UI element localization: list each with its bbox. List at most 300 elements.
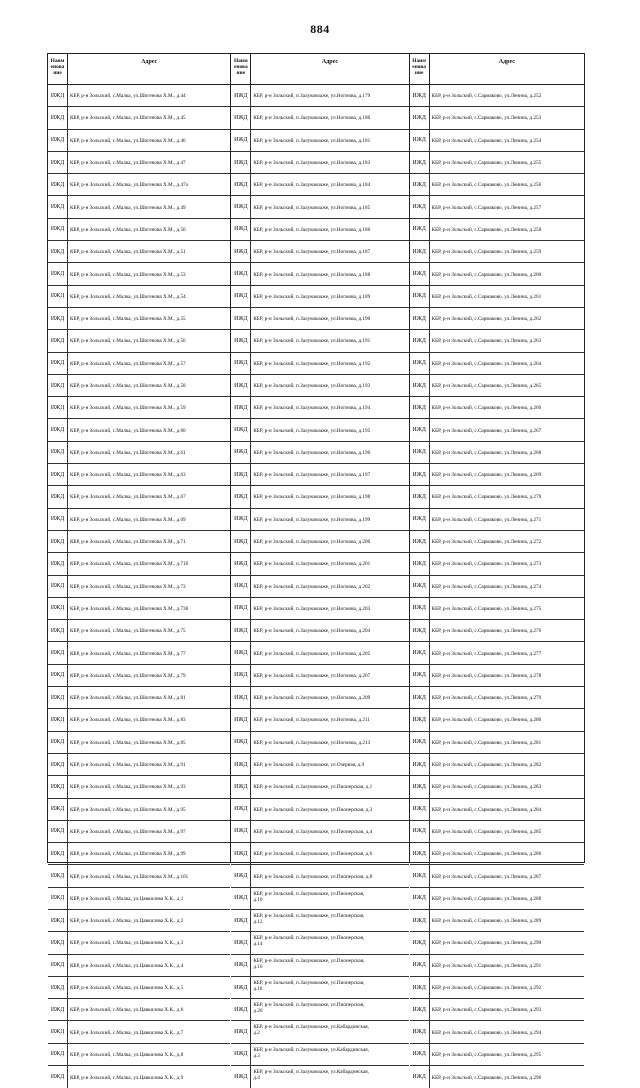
table-row xyxy=(231,419,408,441)
table-row xyxy=(48,219,230,241)
table-row xyxy=(231,1066,408,1088)
address-cell: КБР, р-н Зольский, с.Малка, ул.Цавкилова Х.К., д.7 xyxy=(70,1029,184,1036)
table-row xyxy=(231,687,408,709)
address-cell: КБР, р-н Зольский, с.Малка, ул.Шогенова Х.М., д.93 xyxy=(70,784,186,791)
table-row xyxy=(231,219,408,241)
table-row xyxy=(410,576,584,598)
address-cell: КБР, р-н Зольский, с.Сармаково, ул.Ленина, д.285 xyxy=(431,828,542,835)
address-cell: КБР, р-н Зольский, с.Малка, ул.Цавкилова Х.К., д.2 xyxy=(70,918,184,925)
table-row xyxy=(48,932,230,954)
address-cell: КБР, р-н Зольский, с.Малка, ул.Шогенова Х.М., д.79 xyxy=(70,672,186,679)
address-cell: КБР, р-н Зольский, п.Залукокоаже, ул.Ногмова, д.183 xyxy=(253,160,371,167)
object-type-cell: ИЖД xyxy=(48,107,68,128)
object-type-cell: ИЖД xyxy=(48,888,68,909)
object-type-cell: ИЖД xyxy=(231,486,251,507)
object-type-cell: ИЖД xyxy=(48,152,68,173)
address-cell: КБР, р-н Зольский, с.Малка, ул.Шогенова Х.М., д.73б xyxy=(70,605,189,612)
table-row xyxy=(48,330,230,352)
table-row xyxy=(410,85,584,107)
table-row xyxy=(231,152,408,174)
table-row xyxy=(231,955,408,977)
table-row xyxy=(231,910,408,932)
table-row xyxy=(48,732,230,754)
table-row xyxy=(410,1044,584,1066)
object-type-cell: ИЖД xyxy=(410,843,430,864)
address-cell: КБР, р-н Зольский, с.Сармаково, ул.Ленина, д.258 xyxy=(431,226,542,233)
address-cell: КБР, р-н Зольский, с.Малка, ул.Шогенова Х.М., д.54 xyxy=(70,293,186,300)
object-type-cell: ИЖД xyxy=(410,107,430,128)
table-row xyxy=(231,442,408,464)
object-type-cell: ИЖД xyxy=(410,263,430,284)
table-column-3 xyxy=(410,54,584,1081)
address-cell: КБР, р-н Зольский, п.Залукокоаже, ул.Пионерская, д.12 xyxy=(253,912,365,925)
address-cell: КБР, р-н Зольский, п.Залукокоаже, ул.Ногмова, д.195 xyxy=(253,427,371,434)
address-cell: КБР, р-н Зольский, с.Малка, ул.Цавкилова Х.К., д.8 xyxy=(70,1051,184,1058)
table-row xyxy=(48,598,230,620)
header-address-label: Адрес xyxy=(498,59,515,65)
table-row xyxy=(48,196,230,218)
table-row xyxy=(48,821,230,843)
table-row xyxy=(410,754,584,776)
address-cell: КБР, р-н Зольский, с.Малка, ул.Цавкилова Х.К., д.4 xyxy=(70,962,184,969)
table-row xyxy=(410,263,584,285)
object-type-cell: ИЖД xyxy=(231,330,251,351)
object-type-cell: ИЖД xyxy=(410,330,430,351)
address-cell: КБР, р-н Зольский, с.Малка, ул.Цавкилова Х.К., д.1 xyxy=(70,895,184,902)
object-type-cell: ИЖД xyxy=(231,553,251,574)
table-row xyxy=(231,263,408,285)
address-cell: КБР, р-н Зольский, с.Сармаково, ул.Ленина, д.277 xyxy=(431,650,542,657)
table-row xyxy=(48,1044,230,1066)
table-row xyxy=(410,598,584,620)
object-type-cell: ИЖД xyxy=(231,308,251,329)
table-row xyxy=(231,330,408,352)
table-row xyxy=(410,442,584,464)
object-type-cell: ИЖД xyxy=(231,910,251,931)
object-type-cell: ИЖД xyxy=(231,709,251,730)
table-row xyxy=(410,888,584,910)
page-number: 884 xyxy=(310,22,330,36)
object-type-cell: ИЖД xyxy=(410,509,430,530)
address-cell: КБР, р-н Зольский, п.Залукокоаже, ул.Ногмова, д.209 xyxy=(253,695,371,702)
address-cell: КБР, р-н Зольский, п.Залукокоаже, ул.Пионерская, д.1 xyxy=(253,784,373,791)
table-row xyxy=(410,687,584,709)
table-row xyxy=(231,241,408,263)
table-rows xyxy=(48,85,230,1088)
address-cell: КБР, р-н Зольский, п.Залукокоаже, ул.Ногмова, д.207 xyxy=(253,672,371,679)
address-cell: КБР, р-н Зольский, с.Сармаково, ул.Ленина, д.265 xyxy=(431,383,542,389)
table-row xyxy=(231,1021,408,1043)
table-row xyxy=(231,308,408,330)
address-cell: КБР, р-н Зольский, с.Малка, ул.Шогенова Х.М., д.77 xyxy=(70,650,186,657)
object-type-cell: ИЖД xyxy=(231,999,251,1020)
address-cell: КБР, р-н Зольский, с.Сармаково, ул.Ленина, д.276 xyxy=(431,628,542,635)
table-row xyxy=(410,397,584,419)
table-row xyxy=(48,642,230,664)
table-row xyxy=(48,754,230,776)
table-column-1 xyxy=(48,54,231,1081)
address-cell: КБР, р-н Зольский, с.Сармаково, ул.Ленина, д.259 xyxy=(431,249,542,256)
address-cell: КБР, р-н Зольский, п.Залукокоаже, ул.Пионерская, д.16 xyxy=(253,957,365,970)
address-cell: КБР, р-н Зольский, с.Сармаково, ул.Ленина, д.291 xyxy=(431,962,542,969)
table-row xyxy=(48,353,230,375)
object-type-cell: ИЖД xyxy=(48,286,68,307)
object-type-cell: ИЖД xyxy=(48,665,68,686)
address-cell: КБР, р-н Зольский, п.Залукокоаже, ул.Пионерская, д.8 xyxy=(253,873,373,880)
address-cell: КБР, р-н Зольский, с.Сармаково, ул.Ленина, д.257 xyxy=(431,204,542,211)
address-cell: КБР, р-н Зольский, с.Малка, ул.Шогенова Х.М., д.101 xyxy=(70,873,189,880)
object-type-cell: ИЖД xyxy=(410,1044,430,1065)
table-row xyxy=(410,152,584,174)
object-type-cell: ИЖД xyxy=(231,576,251,597)
address-cell: КБР, р-н Зольский, п.Залукокоаже, ул.Ногмова, д.184 xyxy=(253,182,371,189)
object-type-cell: ИЖД xyxy=(48,308,68,329)
address-cell: КБР, р-н Зольский, п.Залукокоаже, ул.Пионерская, д.20 xyxy=(253,1002,365,1015)
address-cell: КБР, р-н Зольский, с.Сармаково, ул.Ленина, д.272 xyxy=(431,539,542,546)
table-row xyxy=(48,799,230,821)
address-cell: КБР, р-н Зольский, п.Залукокоаже, ул.Ногмова, д.197 xyxy=(253,472,371,479)
object-type-cell: ИЖД xyxy=(410,442,430,463)
object-type-cell: ИЖД xyxy=(231,687,251,708)
address-cell: КБР, р-н Зольский, с.Сармаково, ул.Ленина, д.252 xyxy=(431,93,542,100)
table-row xyxy=(231,709,408,731)
address-cell: КБР, р-н Зольский, с.Малка, ул.Шогенова Х.М., д.59 xyxy=(70,405,186,412)
table-row xyxy=(410,107,584,129)
address-cell: КБР, р-н Зольский, с.Сармаково, ул.Ленина, д.273 xyxy=(431,561,542,568)
table-row xyxy=(48,286,230,308)
table-row xyxy=(410,999,584,1021)
object-type-cell: ИЖД xyxy=(48,865,68,886)
table-rows xyxy=(231,85,408,1088)
table-row xyxy=(231,865,408,887)
table-row xyxy=(48,419,230,441)
address-cell: КБР, р-н Зольский, с.Малка, ул.Цавкилова Х.К., д.3 xyxy=(70,940,184,947)
object-type-cell: ИЖД xyxy=(410,910,430,931)
object-type-cell: ИЖД xyxy=(410,977,430,998)
table-row xyxy=(410,776,584,798)
object-type-cell: ИЖД xyxy=(410,486,430,507)
table-row xyxy=(231,531,408,553)
object-type-cell: ИЖД xyxy=(410,353,430,374)
object-type-cell: ИЖД xyxy=(231,977,251,998)
table-row xyxy=(48,553,230,575)
object-type-cell: ИЖД xyxy=(410,598,430,619)
table-row xyxy=(410,665,584,687)
object-type-cell: ИЖД xyxy=(231,1021,251,1042)
object-type-cell: ИЖД xyxy=(410,776,430,797)
table-row xyxy=(231,174,408,196)
object-type-cell: ИЖД xyxy=(231,642,251,663)
object-type-cell: ИЖД xyxy=(231,353,251,374)
table-row xyxy=(410,620,584,642)
address-cell: КБР, р-н Зольский, с.Сармаково, ул.Ленина, д.292 xyxy=(431,985,542,992)
object-type-cell: ИЖД xyxy=(231,932,251,953)
address-cell: КБР, р-н Зольский, п.Залукокоаже, ул.Пионерская, д.3 xyxy=(253,806,373,813)
table-row xyxy=(48,397,230,419)
address-cell: КБР, р-н Зольский, с.Сармаково, ул.Ленина, д.289 xyxy=(431,918,542,925)
address-cell: КБР, р-н Зольский, с.Сармаково, ул.Ленина, д.261 xyxy=(431,293,542,300)
object-type-cell: ИЖД xyxy=(231,776,251,797)
table-row xyxy=(231,353,408,375)
object-type-cell: ИЖД xyxy=(48,910,68,931)
address-cell: КБР, р-н Зольский, с.Сармаково, ул.Ленина, д.287 xyxy=(431,873,542,880)
object-type-cell: ИЖД xyxy=(410,308,430,329)
table-row xyxy=(48,955,230,977)
object-type-cell: ИЖД xyxy=(410,1066,430,1088)
table-row xyxy=(48,843,230,865)
object-type-cell: ИЖД xyxy=(410,999,430,1020)
address-cell: КБР, р-н Зольский, с.Сармаково, ул.Ленина, д.254 xyxy=(431,137,542,144)
table-row xyxy=(410,353,584,375)
object-type-cell: ИЖД xyxy=(231,464,251,485)
object-type-cell: ИЖД xyxy=(410,419,430,440)
table-row xyxy=(231,642,408,664)
object-type-cell: ИЖД xyxy=(48,196,68,217)
address-cell: КБР, р-н Зольский, с.Сармаково, ул.Ленина, д.270 xyxy=(431,494,542,501)
object-type-cell: ИЖД xyxy=(48,977,68,998)
address-cell: КБР, р-н Зольский, с.Малка, ул.Шогенова Х.М., д.55 xyxy=(70,316,186,323)
object-type-cell: ИЖД xyxy=(410,955,430,976)
address-cell: КБР, р-н Зольский, п.Залукокоаже, ул.Ногмова, д.193 xyxy=(253,383,371,389)
table-row xyxy=(231,888,408,910)
table-row xyxy=(231,107,408,129)
table-row xyxy=(410,821,584,843)
object-type-cell: ИЖД xyxy=(48,687,68,708)
header-name-label: Наим енова ние xyxy=(410,54,430,84)
object-type-cell: ИЖД xyxy=(231,799,251,820)
address-cell: КБР, р-н Зольский, п.Залукокоаже, ул.Озерная, д.9 xyxy=(253,762,365,769)
address-cell: КБР, р-н Зольский, с.Сармаково, ул.Ленина, д.262 xyxy=(431,316,542,323)
table-row xyxy=(410,219,584,241)
address-cell: КБР, р-н Зольский, с.Малка, ул.Шогенова Х.М., д.45 xyxy=(70,115,186,122)
address-cell: КБР, р-н Зольский, п.Залукокоаже, ул.Ногмова, д.188 xyxy=(253,271,371,278)
address-cell: КБР, р-н Зольский, с.Сармаково, ул.Ленина, д.255 xyxy=(431,160,542,167)
object-type-cell: ИЖД xyxy=(231,1044,251,1065)
table-row xyxy=(410,375,584,397)
object-type-cell: ИЖД xyxy=(231,888,251,909)
address-cell: КБР, р-н Зольский, с.Малка, ул.Цавкилова Х.К., д.6 xyxy=(70,1007,184,1014)
table-row xyxy=(231,464,408,486)
table-row xyxy=(410,509,584,531)
table-row xyxy=(48,776,230,798)
object-type-cell: ИЖД xyxy=(48,509,68,530)
object-type-cell: ИЖД xyxy=(48,932,68,953)
table-row xyxy=(48,174,230,196)
table-row xyxy=(231,665,408,687)
table-row xyxy=(231,999,408,1021)
object-type-cell: ИЖД xyxy=(48,263,68,284)
address-cell: КБР, р-н Зольский, с.Малка, ул.Шогенова Х.М., д.71 xyxy=(70,539,186,546)
address-cell: КБР, р-н Зольский, п.Залукокоаже, ул.Ногмова, д.202 xyxy=(253,583,371,590)
address-cell: КБР, р-н Зольский, с.Малка, ул.Шогенова Х.М., д.44 xyxy=(70,93,186,100)
table-row xyxy=(410,1066,584,1088)
object-type-cell: ИЖД xyxy=(48,620,68,641)
object-type-cell: ИЖД xyxy=(48,999,68,1020)
table-row xyxy=(48,308,230,330)
table-row xyxy=(410,1021,584,1043)
address-cell: КБР, р-н Зольский, с.Малка, ул.Шогенова Х.М., д.56 xyxy=(70,338,186,345)
object-type-cell: ИЖД xyxy=(48,397,68,418)
address-cell: КБР, р-н Зольский, с.Сармаково, ул.Ленина, д.279 xyxy=(431,695,542,702)
table-row xyxy=(48,464,230,486)
object-type-cell: ИЖД xyxy=(410,397,430,418)
object-type-cell: ИЖД xyxy=(231,509,251,530)
table-row xyxy=(231,821,408,843)
table-row xyxy=(410,932,584,954)
address-cell: КБР, р-н Зольский, с.Малка, ул.Шогенова Х.М., д.50 xyxy=(70,226,186,233)
table-row xyxy=(48,620,230,642)
address-cell: КБР, р-н Зольский, п.Залукокоаже, ул.Ногмова, д.186 xyxy=(253,226,371,233)
object-type-cell: ИЖД xyxy=(48,174,68,195)
address-cell: КБР, р-н Зольский, с.Малка, ул.Шогенова Х.М., д.49 xyxy=(70,204,186,211)
table-row xyxy=(410,174,584,196)
object-type-cell: ИЖД xyxy=(48,1044,68,1065)
object-type-cell: ИЖД xyxy=(231,196,251,217)
address-cell: КБР, р-н Зольский, с.Сармаково, ул.Ленина, д.267 xyxy=(431,427,542,434)
address-cell: КБР, р-н Зольский, с.Малка, ул.Цавкилова Х.К., д.5 xyxy=(70,985,184,992)
address-cell: КБР, р-н Зольский, п.Залукокоаже, ул.Пионерская, д.10 xyxy=(253,890,365,903)
address-cell: КБР, р-н Зольский, с.Сармаково, ул.Ленина, д.283 xyxy=(431,784,542,791)
table-row xyxy=(48,865,230,887)
table-column-2 xyxy=(231,54,409,1082)
header-name-label: Наим енова ние xyxy=(231,54,251,84)
address-cell: КБР, р-н Зольский, с.Сармаково, ул.Ленина, д.253 xyxy=(431,115,542,122)
table-row xyxy=(410,531,584,553)
object-type-cell: ИЖД xyxy=(48,709,68,730)
address-cell: КБР, р-н Зольский, с.Сармаково, ул.Ленина, д.269 xyxy=(431,472,542,479)
table-row xyxy=(410,977,584,999)
address-cell: КБР, р-н Зольский, с.Сармаково, ул.Ленина, д.260 xyxy=(431,271,542,278)
table-row xyxy=(410,196,584,218)
address-cell: КБР, р-н Зольский, п.Залукокоаже, ул.Пионерская, д.18 xyxy=(253,979,365,992)
table-row xyxy=(48,241,230,263)
object-type-cell: ИЖД xyxy=(410,687,430,708)
address-cell: КБР, р-н Зольский, с.Сармаково, ул.Ленина, д.271 xyxy=(431,516,542,523)
table-row xyxy=(48,375,230,397)
address-cell: КБР, р-н Зольский, п.Залукокоаже, ул.Кабардинская, д.4 xyxy=(253,1069,369,1082)
header-address-label: Адрес xyxy=(321,59,339,65)
address-table xyxy=(47,53,585,1082)
object-type-cell: ИЖД xyxy=(48,821,68,842)
table-row xyxy=(410,843,584,865)
address-cell: КБР, р-н Зольский, с.Сармаково, ул.Ленина, д.266 xyxy=(431,405,542,412)
table-row xyxy=(410,486,584,508)
address-cell: КБР, р-н Зольский, п.Залукокоаже, ул.Ногмова, д.181 xyxy=(253,137,371,144)
address-cell: КБР, р-н Зольский, с.Малка, ул.Шогенова Х.М., д.97 xyxy=(70,828,186,835)
address-cell: КБР, р-н Зольский, с.Сармаково, ул.Ленина, д.278 xyxy=(431,672,542,679)
object-type-cell: ИЖД xyxy=(48,1066,68,1088)
object-type-cell: ИЖД xyxy=(48,754,68,775)
address-cell: КБР, р-н Зольский, с.Малка, ул.Шогенова Х.М., д.71б xyxy=(70,561,189,568)
address-cell: КБР, р-н Зольский, с.Сармаково, ул.Ленина, д.295 xyxy=(431,1051,542,1058)
table-row xyxy=(231,85,408,107)
address-cell: КБР, р-н Зольский, с.Сармаково, ул.Ленина, д.284 xyxy=(431,806,542,813)
object-type-cell: ИЖД xyxy=(48,130,68,151)
table-row xyxy=(410,308,584,330)
object-type-cell: ИЖД xyxy=(48,1021,68,1042)
object-type-cell: ИЖД xyxy=(410,821,430,842)
address-cell: КБР, р-н Зольский, с.Малка, ул.Шогенова Х.М., д.69 xyxy=(70,516,186,523)
table-rows xyxy=(410,85,584,1088)
object-type-cell: ИЖД xyxy=(231,152,251,173)
table-row xyxy=(231,286,408,308)
address-cell: КБР, р-н Зольский, с.Малка, ул.Шогенова Х.М., д.85 xyxy=(70,739,186,746)
table-row xyxy=(410,865,584,887)
object-type-cell: ИЖД xyxy=(410,85,430,106)
table-row xyxy=(231,397,408,419)
object-type-cell: ИЖД xyxy=(48,85,68,106)
address-cell: КБР, р-н Зольский, с.Сармаково, ул.Ленина, д.275 xyxy=(431,605,542,612)
table-row xyxy=(231,799,408,821)
table-row xyxy=(410,910,584,932)
address-cell: КБР, р-н Зольский, с.Малка, ул.Шогенова Х.М., д.47а xyxy=(70,182,188,189)
header-name-label: Наим енова ние xyxy=(48,54,68,84)
object-type-cell: ИЖД xyxy=(48,642,68,663)
address-cell: КБР, р-н Зольский, с.Малка, ул.Шогенова Х.М., д.83 xyxy=(70,717,186,724)
object-type-cell: ИЖД xyxy=(231,130,251,151)
table-row xyxy=(48,107,230,129)
address-cell: КБР, р-н Зольский, с.Малка, ул.Шогенова Х.М., д.91 xyxy=(70,762,186,769)
table-row xyxy=(410,241,584,263)
object-type-cell: ИЖД xyxy=(231,955,251,976)
address-cell: КБР, р-н Зольский, с.Малка, ул.Шогенова Х.М., д.51 xyxy=(70,249,186,256)
address-cell: КБР, р-н Зольский, с.Малка, ул.Шогенова Х.М., д.47 xyxy=(70,160,186,167)
object-type-cell: ИЖД xyxy=(231,219,251,240)
table-row xyxy=(231,776,408,798)
object-type-cell: ИЖД xyxy=(48,464,68,485)
table-row xyxy=(410,709,584,731)
header-address-label: Адрес xyxy=(141,59,158,65)
table-header xyxy=(231,54,408,85)
object-type-cell: ИЖД xyxy=(231,375,251,396)
object-type-cell: ИЖД xyxy=(231,174,251,195)
object-type-cell: ИЖД xyxy=(410,888,430,909)
object-type-cell: ИЖД xyxy=(231,419,251,440)
table-row xyxy=(48,665,230,687)
table-row xyxy=(410,553,584,575)
object-type-cell: ИЖД xyxy=(48,776,68,797)
table-row xyxy=(410,419,584,441)
address-cell: КБР, р-н Зольский, п.Залукокоаже, ул.Ногмова, д.204 xyxy=(253,628,371,635)
address-cell: КБР, р-н Зольский, п.Залукокоаже, ул.Ногмова, д.194 xyxy=(253,405,371,412)
table-header xyxy=(410,54,584,85)
table-row xyxy=(410,799,584,821)
address-cell: КБР, р-н Зольский, п.Залукокоаже, ул.Ногмова, д.187 xyxy=(253,249,371,256)
object-type-cell: ИЖД xyxy=(410,553,430,574)
object-type-cell: ИЖД xyxy=(48,553,68,574)
address-cell: КБР, р-н Зольский, с.Сармаково, ул.Ленина, д.263 xyxy=(431,338,542,345)
address-cell: КБР, р-н Зольский, с.Малка, ул.Шогенова Х.М., д.61 xyxy=(70,449,186,456)
address-cell: КБР, р-н Зольский, с.Сармаково, ул.Ленина, д.294 xyxy=(431,1029,542,1036)
address-cell: КБР, р-н Зольский, п.Залукокоаже, ул.Ногмова, д.201 xyxy=(253,561,371,568)
address-cell: КБР, р-н Зольский, с.Малка, ул.Шогенова Х.М., д.99 xyxy=(70,851,186,858)
address-cell: КБР, р-н Зольский, п.Залукокоаже, ул.Ногмова, д.179 xyxy=(253,93,371,100)
address-cell: КБР, р-н Зольский, с.Сармаково, ул.Ленина, д.286 xyxy=(431,851,542,858)
object-type-cell: ИЖД xyxy=(231,821,251,842)
table-row xyxy=(48,531,230,553)
address-cell: КБР, р-н Зольский, п.Залукокоаже, ул.Ногмова, д.185 xyxy=(253,204,371,211)
table-row xyxy=(410,642,584,664)
address-cell: КБР, р-н Зольский, п.Залукокоаже, ул.Кабардинская, д.2 xyxy=(253,1024,369,1037)
object-type-cell: ИЖД xyxy=(231,241,251,262)
object-type-cell: ИЖД xyxy=(410,375,430,396)
object-type-cell: ИЖД xyxy=(231,107,251,128)
table-row xyxy=(231,375,408,397)
table-row xyxy=(48,486,230,508)
address-cell: КБР, р-н Зольский, с.Малка, ул.Шогенова Х.М., д.63 xyxy=(70,472,186,479)
table-row xyxy=(48,152,230,174)
address-cell: КБР, р-н Зольский, п.Залукокоаже, ул.Кабардинская, д.3 xyxy=(253,1046,369,1059)
